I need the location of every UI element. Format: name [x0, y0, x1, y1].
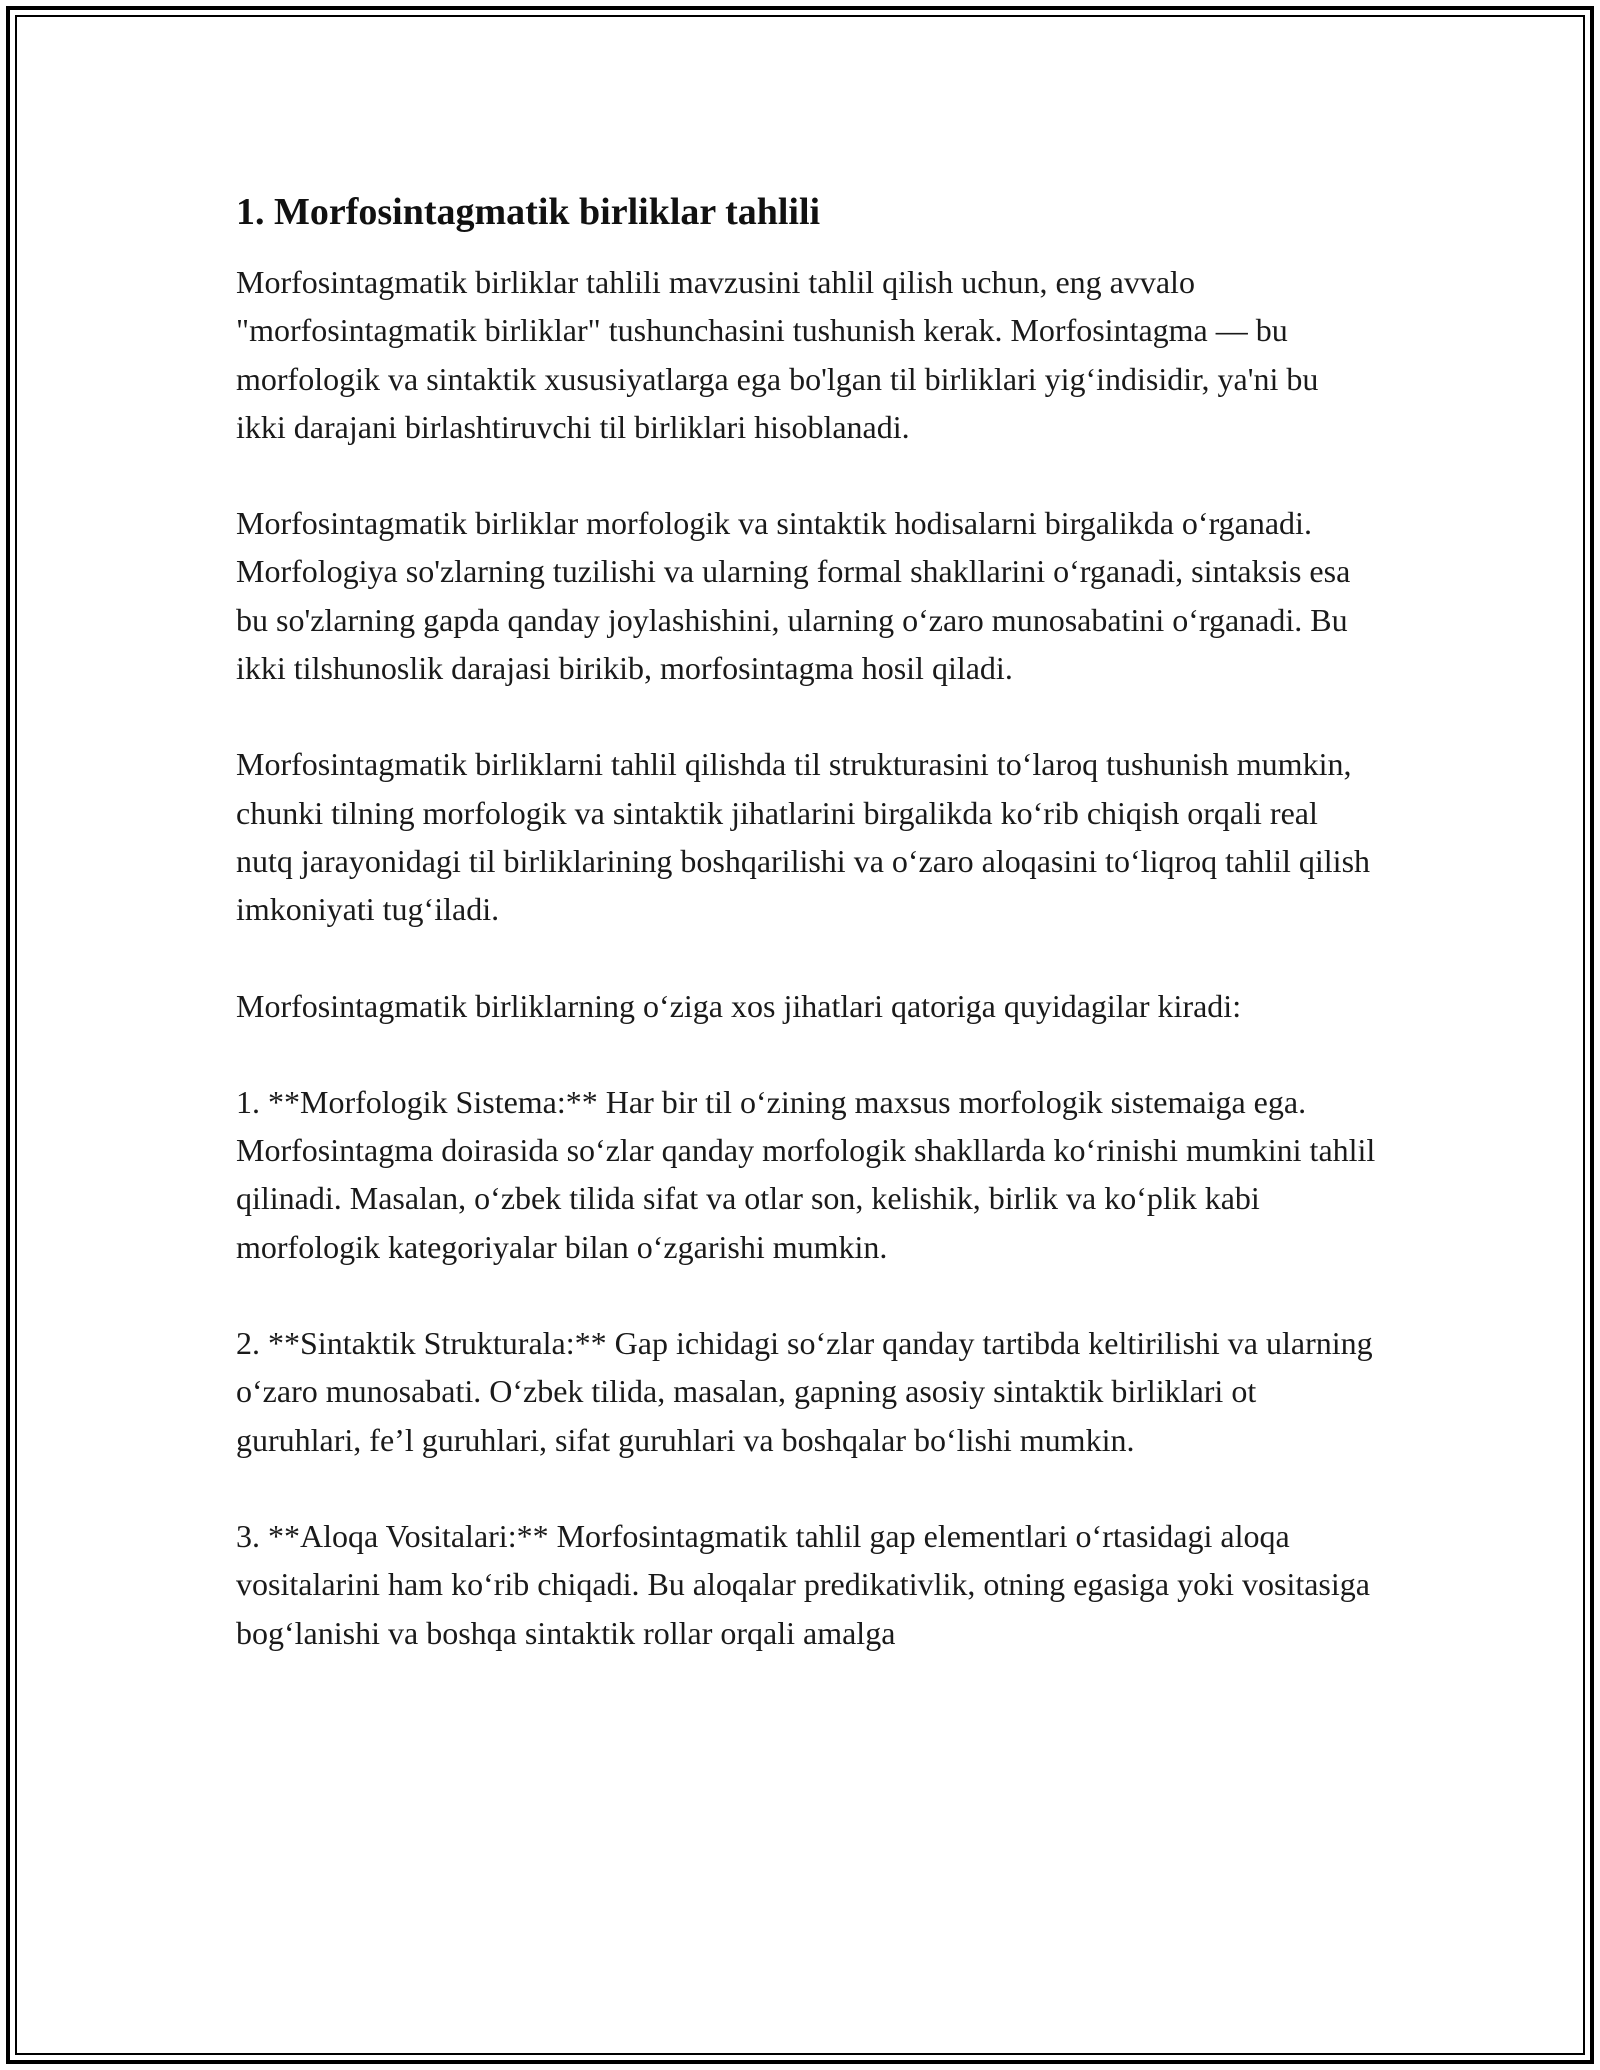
- list-item-connection-means: 3. **Aloqa Vositalari:** Morfosintagmatik tahlil gap elementlari o‘rtasidagi aloqa vositalarini ham ko‘rib chiqadi. Bu aloqalar predikativlik, otning egasiga yoki vositasiga bog‘lanishi va boshqa sintaktik rollar orqali amalga: [236, 1517, 1370, 1651]
- list-item-syntactic-structure: 2. **Sintaktik Strukturala:** Gap ichidagi so‘zlar qanday tartibda keltirilishi va ularning o‘zaro munosabati. O‘zbek tilida, masalan, gapning asosiy sintaktik birliklari ot guruhlari, fe’l guruhlari, sifat guruhlari va boshqalar bo‘lishi mumkin.: [236, 1325, 1373, 1458]
- list-item-morphological-system: 1. **Morfologik Sistema:** Har bir til o‘zining maxsus morfologik sistemaiga ega. Morfosintagma doirasida so‘zlar qanday morfologik shakllarda ko‘rinishi mumkini tahlil qilinadi. Masalan, o‘zbek tilida sifat va otlar son, kelishik, birlik va ko‘plik kabi morfologik kategoriyalar bilan o‘zgarishi mumkin.: [236, 1083, 1376, 1265]
- paragraph-features-intro: Morfosintagmatik birliklarning o‘ziga xos jihatlari qatoriga quyidagilar kiradi:: [236, 987, 1242, 1024]
- paragraph-analysis-benefit: Morfosintagmatik birliklarni tahlil qilishda til strukturasini to‘laroq tushunish mumkin, chunki tilning morfologik va sintaktik jihatlarini birgalikda ko‘rib chiqish orqali real nutq jarayonidagi til birliklarining boshqarilishi va o‘zaro aloqasini to‘liqroq tahlil qilish imkoniyati tug‘iladi.: [236, 746, 1371, 928]
- paragraph-morphology-syntax: Morfosintagmatik birliklar morfologik va sintaktik hodisalarni birgalikda o‘rganadi. Morfologiya so'zlarning tuzilishi va ularning formal shakllarini o‘rganadi, sintaksis esa bu so'zlarning gapda qanday joylashishini, ularning o‘zaro munosabatini o‘rganadi. Bu ikki tilshunoslik darajasi birikib, morfosintagma hosil qiladi.: [236, 505, 1351, 687]
- section-heading: 1. Morfosintagmatik birliklar tahlili: [236, 191, 821, 233]
- document-body: [236, 188, 1376, 1657]
- paragraph-intro: Morfosintagmatik birliklar tahlili mavzusini tahlil qilish uchun, eng avvalo "morfosintagmatik birliklar" tushunchasini tushunish kerak. Morfosintagma — bu morfologik va sintaktik xususiyatlarga ega bo'lgan til birliklari yig‘indisidir, ya'ni bu ikki darajani birlashtiruvchi til birliklari hisoblanadi.: [236, 264, 1319, 445]
